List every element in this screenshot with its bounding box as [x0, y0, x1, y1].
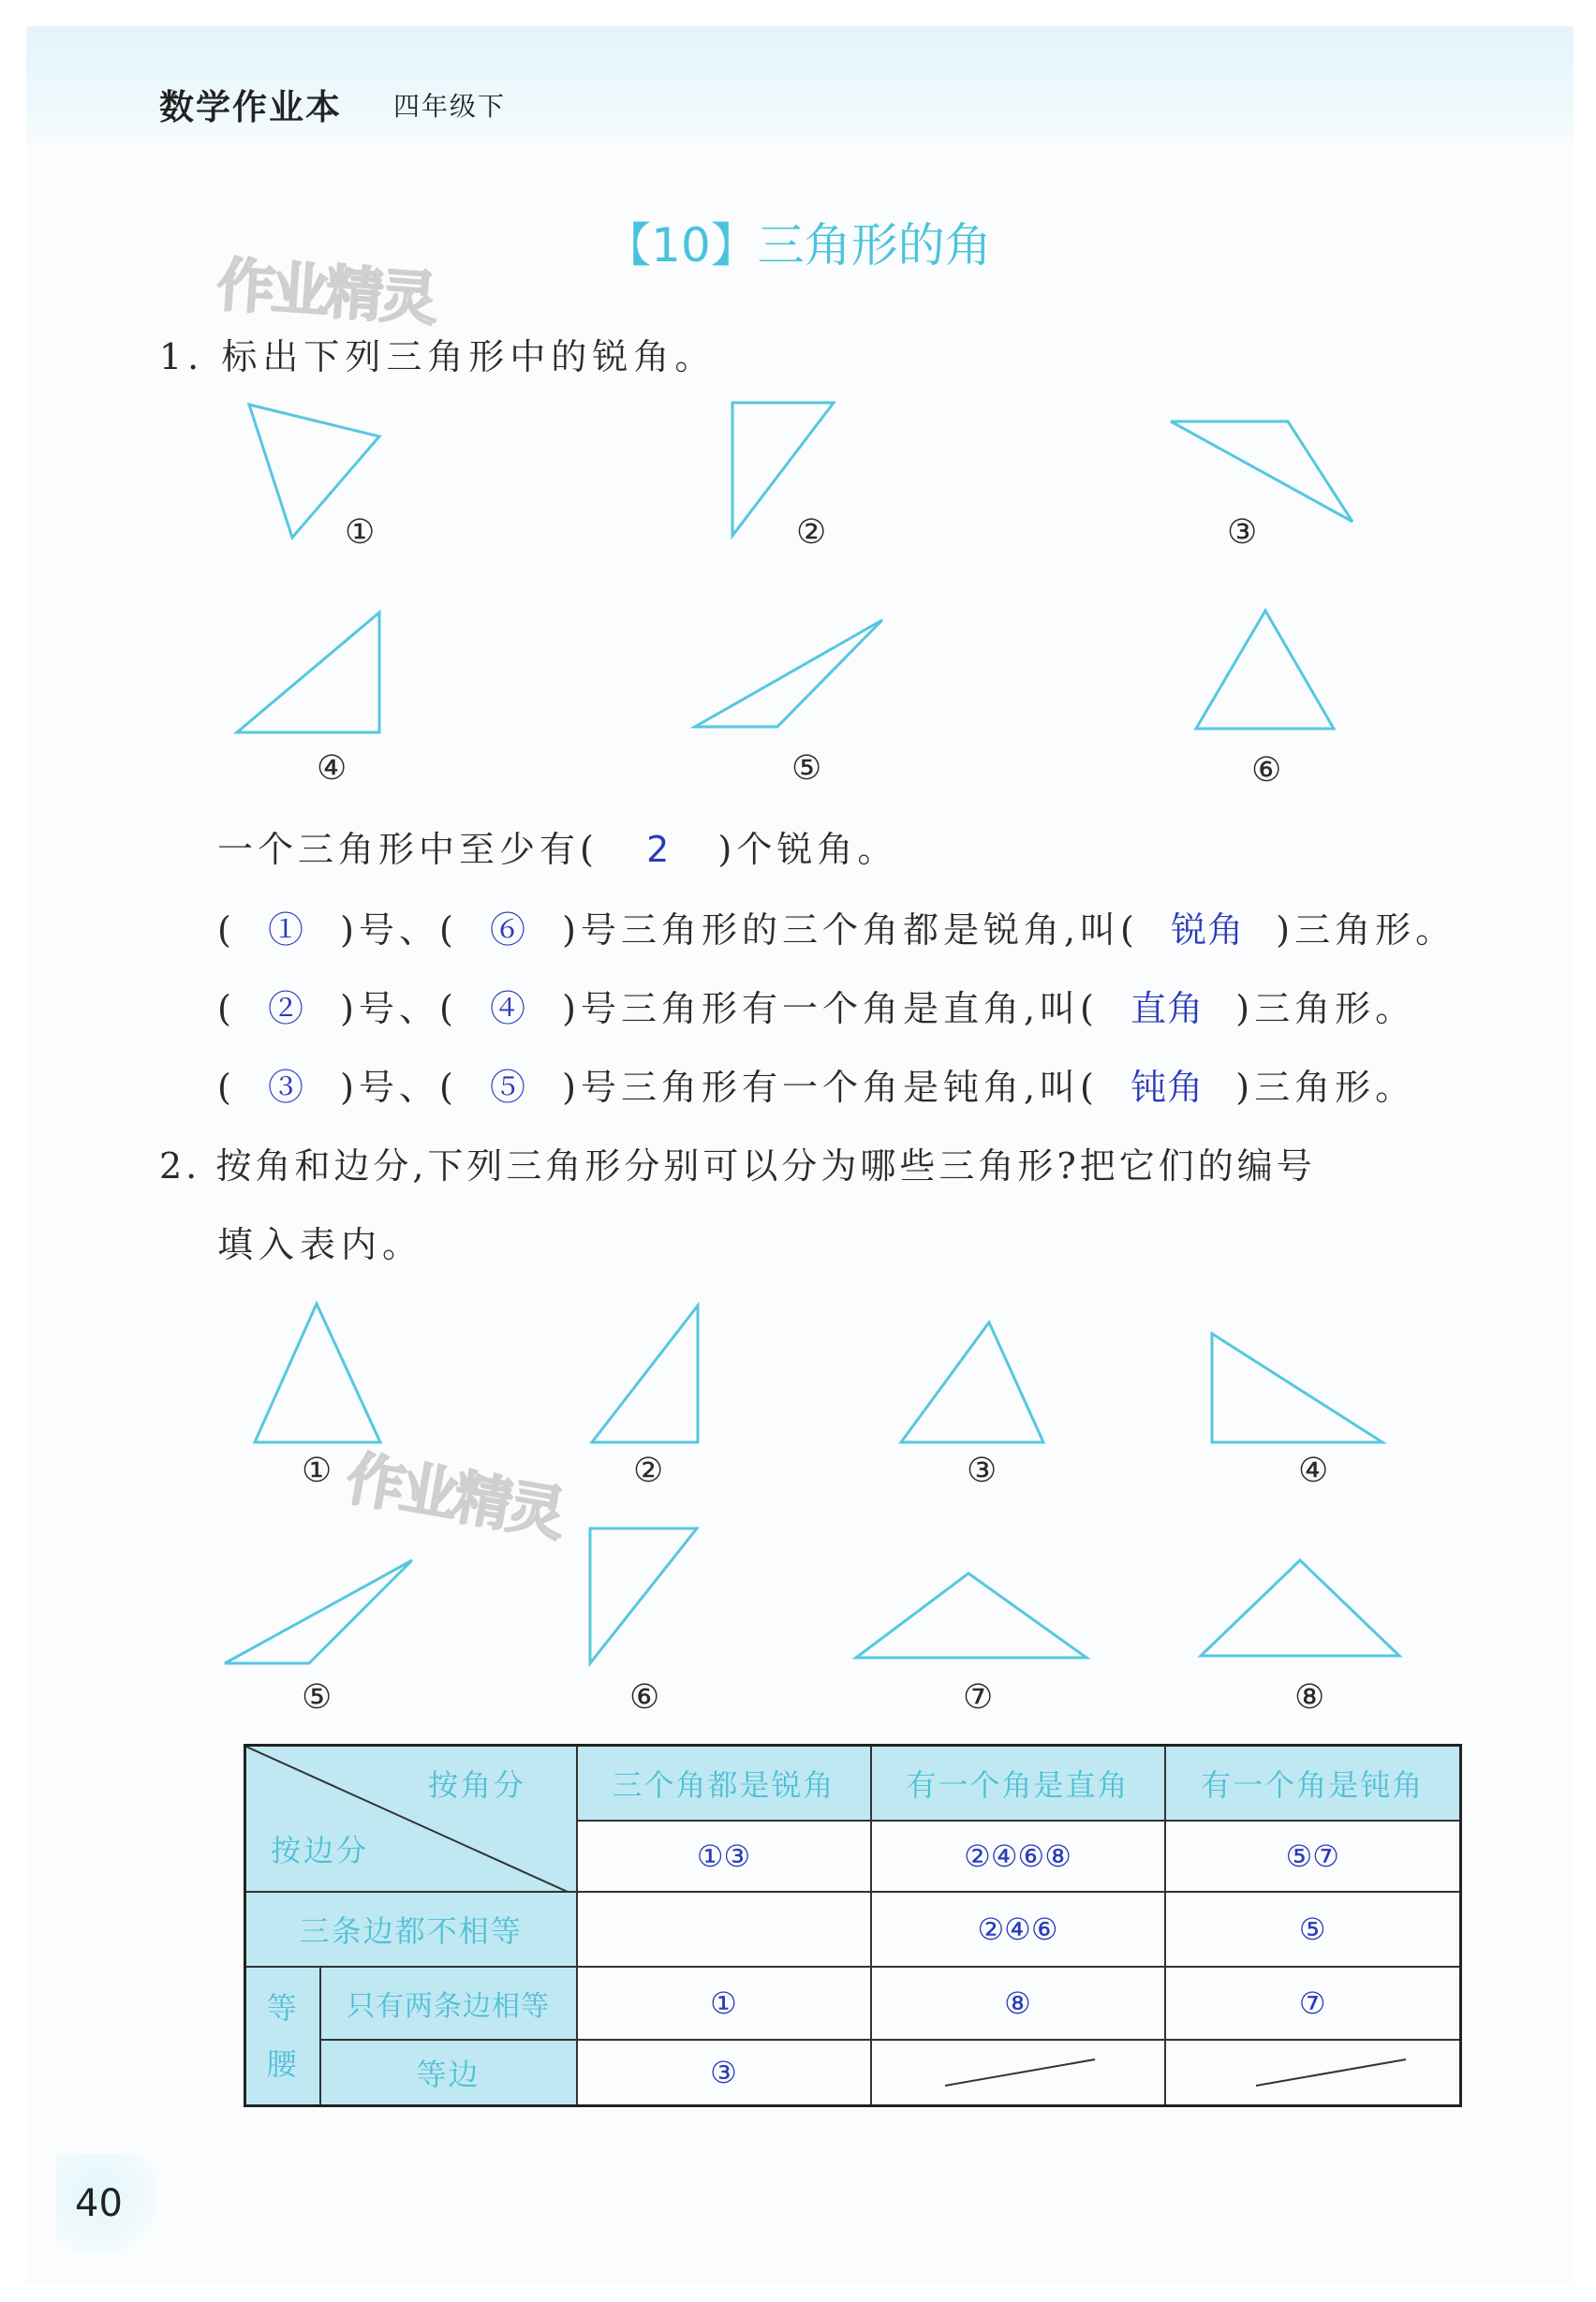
row-label-scalene: 三条边都不相等	[245, 1892, 577, 1967]
q1-line-min-acute	[217, 820, 897, 872]
q1-triangle-4	[237, 612, 379, 732]
q1-prompt: 1. 标出下列三角形中的锐角。	[159, 336, 717, 377]
row-label-isosceles: 只有两条边相等	[320, 1967, 577, 2040]
cell-row0-acute: ①③	[577, 1821, 871, 1892]
q2-label-4: ④	[1298, 1452, 1329, 1490]
q2-triangle-2	[592, 1306, 698, 1442]
q2-label-7: ⑦	[963, 1678, 994, 1717]
q1-row-acute-end: )三角形。	[1276, 909, 1456, 951]
row-group-isosceles	[245, 1967, 320, 2105]
q1-row-right-b: ④	[489, 988, 530, 1029]
q2-triangle-6	[590, 1528, 697, 1663]
table-corner-cell	[245, 1746, 577, 1892]
q1-label-1: ①	[345, 513, 376, 552]
q1-row-acute-mid: )号三角形的三个角都是锐角,叫(	[562, 909, 1139, 951]
cell-isosceles-acute: ①	[577, 1967, 871, 2040]
cell-equilateral-acute: ③	[577, 2040, 871, 2105]
book-title: 数学作业本	[159, 87, 342, 127]
page-number: 40	[75, 2182, 123, 2225]
cell-isosceles-right: ⑧	[871, 1967, 1165, 2040]
q1-label-4: ④	[317, 749, 347, 788]
q1-row-obtuse: ( ③ )号、( ⑤ )号三角形有一个角是钝角,叫( 钝角 )三角形。	[217, 1067, 1416, 1108]
cell-isosceles-obtuse: ⑦	[1165, 1967, 1461, 2040]
q1-triangle-6	[1196, 611, 1334, 729]
row-label-equilateral: 等边	[320, 2040, 577, 2105]
q1-line-min-pre: 一个三角形中至少有(	[217, 829, 598, 870]
page-number-badge	[56, 2154, 159, 2257]
q1-label-2: ②	[796, 513, 827, 552]
classification-table	[244, 1744, 1462, 2107]
q1-label-6: ⑥	[1251, 751, 1282, 789]
q1-row-acute-type: 锐角	[1171, 909, 1245, 951]
lesson-title: 【10】三角形的角	[604, 218, 992, 273]
q2-prompt-line2: 填入表内。	[217, 1224, 424, 1265]
q1-row-obtuse-end: )三角形。	[1235, 1067, 1416, 1108]
group-label-char-2: 腰	[266, 2046, 299, 2083]
col-header-right: 有一个角是直角	[871, 1746, 1165, 1821]
q1-row-right-a: ②	[267, 988, 308, 1029]
corner-label-by-angle: 按角分	[428, 1767, 527, 1803]
q2-triangle-5	[225, 1560, 412, 1663]
col-header-obtuse: 有一个角是钝角	[1165, 1746, 1461, 1821]
q1-row-obtuse-b: ⑤	[489, 1067, 530, 1108]
q2-triangle-7	[856, 1573, 1086, 1658]
q2-label-1: ①	[302, 1452, 332, 1490]
q2-triangle-8	[1201, 1560, 1399, 1656]
cell-equilateral-obtuse	[1165, 2040, 1461, 2105]
q1-row-right-end: )三角形。	[1235, 988, 1416, 1029]
q2-label-3: ③	[967, 1452, 998, 1490]
q2-label-8: ⑧	[1294, 1678, 1325, 1717]
q2-prompt-line1: 2. 按角和边分,下列三角形分别可以分为哪些三角形?把它们的编号	[159, 1145, 1316, 1187]
watermark-middle: 作业精灵	[341, 1443, 568, 1549]
group-label-char-1: 等	[266, 1990, 299, 2027]
q1-row-acute: ( ① )号、( ⑥ )号三角形的三个角都是锐角,叫( 锐角 )三角形。	[217, 909, 1456, 951]
cell-scalene-acute	[577, 1892, 871, 1967]
q1-label-3: ③	[1227, 513, 1258, 552]
book-grade: 四年级下	[393, 91, 507, 122]
q1-answer-min-acute: 2	[646, 829, 671, 870]
q1-row-acute-a: ①	[267, 909, 308, 951]
cell-scalene-right: ②④⑥	[871, 1892, 1165, 1967]
q2-triangle-3	[901, 1322, 1043, 1442]
q1-row-right: ( ② )号、( ④ )号三角形有一个角是直角,叫( 直角 )三角形。	[217, 988, 1416, 1029]
q2-label-6: ⑥	[629, 1678, 660, 1717]
q2-triangle-1	[255, 1304, 380, 1442]
corner-label-by-side: 按边分	[271, 1833, 370, 1868]
q2-label-2: ②	[633, 1452, 664, 1490]
cell-row0-right: ②④⑥⑧	[871, 1821, 1165, 1892]
q1-row-right-mid: )号三角形有一个角是直角,叫(	[562, 988, 1099, 1029]
q1-row-obtuse-a: ③	[267, 1067, 308, 1108]
col-header-acute: 三个角都是锐角	[577, 1746, 871, 1821]
strike-mark-obtuse	[1166, 2041, 1462, 2106]
q1-row-obtuse-mid: )号三角形有一个角是钝角,叫(	[562, 1067, 1099, 1108]
cell-equilateral-right	[871, 2040, 1165, 2105]
q2-triangle-4	[1212, 1334, 1382, 1442]
q1-row-acute-b: ⑥	[489, 909, 530, 951]
q1-row-obtuse-type: 钝角	[1130, 1067, 1204, 1108]
cell-row0-obtuse: ⑤⑦	[1165, 1821, 1461, 1892]
strike-mark-right	[872, 2041, 1166, 2106]
q1-triangle-3	[1171, 421, 1352, 522]
cell-scalene-obtuse: ⑤	[1165, 1892, 1461, 1967]
q1-triangle-5	[695, 620, 882, 727]
q1-line-min-post: )个锐角。	[717, 829, 898, 870]
q1-label-5: ⑤	[791, 749, 822, 788]
q1-row-right-type: 直角	[1130, 988, 1204, 1029]
q2-label-5: ⑤	[302, 1678, 332, 1717]
watermark-top: 作业精灵	[214, 249, 436, 333]
